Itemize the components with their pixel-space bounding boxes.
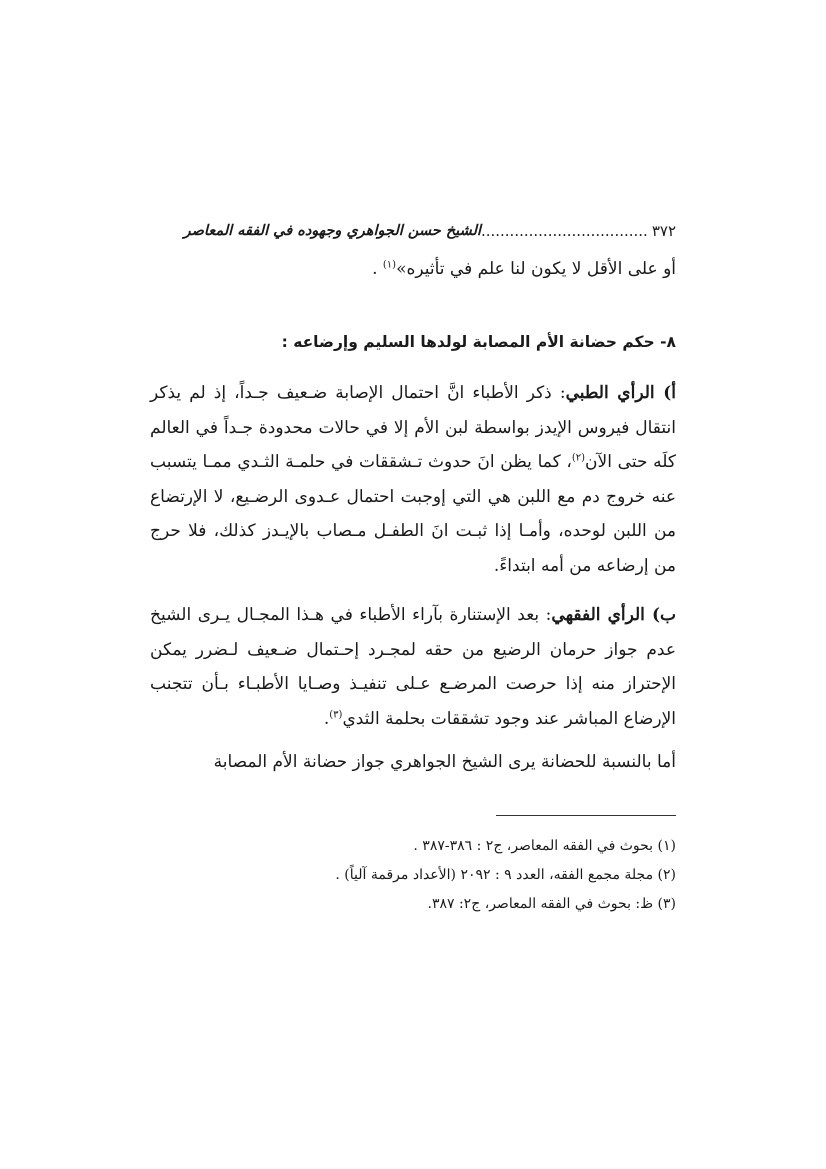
footnote-ref-3: (٣) — [329, 708, 343, 720]
paragraph-text-custody: أما بالنسبة للحضانة يرى الشيخ الجواهري جواز حضانة الأم المصابة — [213, 752, 676, 772]
paragraph-tail-jurisprudential: . — [323, 708, 330, 729]
paragraph-text-medical-2: ، كما يظن انَ حدوث تـشققات في حلمـة الثـدي ممـا يتسبب عنه خروج دم مع اللبن هي التي إوجبت احتمال عـدوى الرضـيع، لا الإرتضاع من اللبن لوحده، وأمـا إذا ثبـت انَ الطفـل مـصاب بالإيـدز كذلك، فلا حرج من إرضاعه من أمه ابتداءً. — [150, 452, 676, 576]
footnote-1: (١) بحوث في الفقه المعاصر، ج٢ : ٣٨٦-٣٨٧ . — [413, 838, 676, 854]
paragraph-jurisprudential-opinion — [150, 598, 676, 736]
footnotes — [150, 832, 676, 919]
paragraph-lead-jurisprudential: ب) الرأي الفقهي — [551, 605, 676, 625]
intro-line — [150, 252, 676, 287]
paragraph-medical-opinion — [150, 376, 676, 583]
paragraph-lead-medical: أ) الرأي الطبي — [565, 383, 676, 403]
paragraph-text-medical-1: : ذكر الأطباء انَّ احتمال الإصابة ضـعيف جـداً، إذ لم يذكر انتقال فيروس الإيدز بواسطة لبن الأم إلا في حالات محدودة جـداً في العالم كلَه حتى الآن — [150, 383, 676, 472]
running-header — [150, 218, 676, 242]
footnote-ref-1: (١) — [382, 259, 397, 271]
footnote-2: (٢) مجلة مجمع الفقه، العدد ٩ : ٢٠٩٢ (الأعداد مرقمة آلياً) . — [335, 867, 676, 883]
section-heading: ٨- حكم حضانة الأم المصابة لولدها السليم وإرضاعه : — [281, 333, 676, 351]
header-leader-dots: ................................... — [480, 222, 648, 240]
footnote-3: (٣) ظ: بحوث في الفقه المعاصر، ج٢: ٣٨٧. — [427, 896, 676, 912]
footnote-separator — [496, 815, 676, 816]
footnote-ref-2: (٢) — [571, 452, 586, 464]
paragraph-text-jurisprudential: : بعد الإستنارة بآراء الأطباء في هـذا المجـال يـرى الشيخ عدم جواز حرمان الرضيع من حقه لمجـرد إحـتمال ضـعيف لـضرر يمكن الإحتراز منه إذا حرصت المرضـع عـلى تنفيـذ وصـايا الأطبـاء بـأن تتجنب الإرضاع المباشر عند وجود تشققات بحلمة الثدي — [150, 605, 676, 729]
intro-tail: . — [372, 259, 383, 279]
intro-text: أو على الأقل لا يكون لنا علم في تأثيره» — [396, 259, 676, 279]
paragraph-custody — [150, 745, 676, 780]
page-number: ٣٧٢ — [651, 222, 676, 240]
header-title: الشيخ حسن الجواهري وجهوده في الفقه المعاصر — [183, 222, 481, 239]
